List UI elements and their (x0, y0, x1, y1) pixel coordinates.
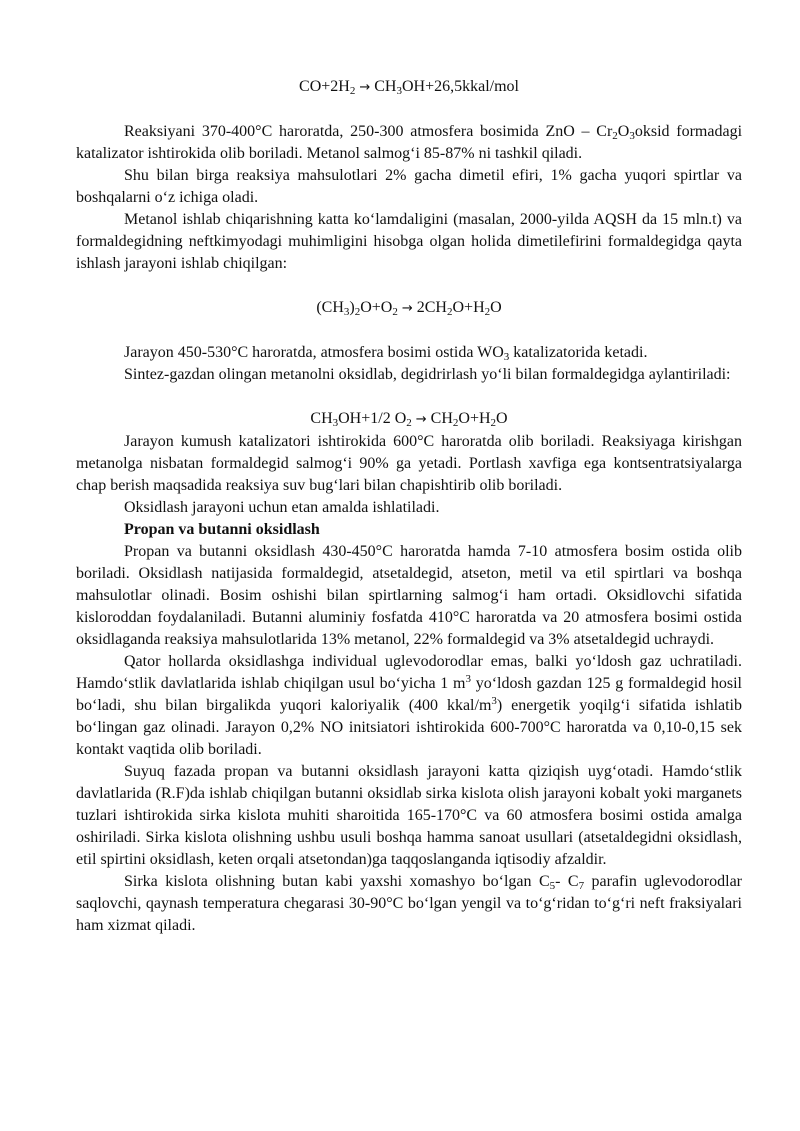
paragraph-associated-gas: Qator hollarda oksidlashga individual uglevodorodlar emas, balki yo‘ldosh gaz uchratiladi. Hamdo‘stlik davlatlarida ishlab chiqilgan usul bo‘yicha 1 $m^3$ yo‘ldosh gazdan 125 g formaldegid hosil bo‘ladi, shu bilan birgalikda yuqori kaloriyalik (400 kkal/$m^3$) energetik yoqilg‘i sifatida ishlatib bo‘lingan gaz olinadi. Jarayon 0,2% NO initsiatori ishtirokida 600-700°C haroratda va 0,10-0,15 sek kontakt vaqtida olib boriladi. (76, 653, 743, 758)
section-heading: Propan va butanni oksidlash (124, 521, 320, 538)
paragraph-byproducts: Shu bilan birga reaksiya mahsulotlari 2% gacha dimetil efiri, 1% gacha yuqori spirtlar va boshqalarni o‘z ichiga oladi. (76, 167, 742, 206)
equation-methanol-synthesis: CO+2H2 → CH3OH+26,5kkal/mol (299, 78, 519, 97)
paragraph-ethane: Oksidlash jarayoni uchun etan amalda ishlatiladi. (124, 499, 440, 516)
paragraph-synthesis-gas: Sintez-gazdan olingan metanolni oksidlab, degidrirlash yo‘li bilan formaldegidga aylantiriladi: (124, 366, 731, 383)
equation-methanol-oxidation: CH3OH+1/2 O2 → CH2O+H2O (310, 410, 508, 429)
paragraph-reaction-conditions: Reaksiyani 370-400°C haroratda, 250-300 atmosfera bosimida ZnO – Cr2O3oksid formadagi katalizator ishtirokida olib boriladi. Metanol salmog‘i 85-87% ni tashkil qiladi. (76, 123, 743, 162)
paragraph-paraffin-fractions: Sirka kislota olishning butan kabi yaxshi xomashyo bo‘lgan C5- C7 parafin uglevodorodlar saqlovchi, qaynash temperatura chegarasi 30-90°C bo‘lgan yengil va to‘g‘ridan to‘g‘ri neft fraksiyalari ham xizmat qiladi. (76, 873, 743, 934)
equation-dme-oxidation: (CH3)2O+O2 → 2CH2O+H2O (316, 299, 502, 318)
paragraph-dimethyl-ether: Metanol ishlab chiqarishning katta ko‘lamdaligini (masalan, 2000-yilda AQSH da 15 mln.t) va formaldegidning neftkimyodagi muhimligini hisobga olgan holida dimetilefirini formaldegidga qayta ishlash jarayoni ishlab chiqilgan: (76, 211, 742, 272)
document-page (76, 70, 742, 937)
paragraph-liquid-phase: Suyuq fazada propan va butanni oksidlash jarayoni katta qiziqish uyg‘otadi. Hamdo‘stlik davlatlarida (R.F)da ishlab chiqilgan butanni oksidlab sirka kislota olish jarayoni kobalt yoki marganets tuzlari ishtirokida sirka kislota muhiti sharoitida 165-170°C va 60 atmosfera bosimi ostida amalga oshiriladi. Sirka kislota olishning ushbu usuli boshqa hamma sanoat usullari (atsetaldegidni oksidlash, etil spirtini oksidlash, keten orqali atsetondan)ga taqqoslanganda iqtisodiy afzaldir. (76, 763, 742, 868)
paragraph-wo3-catalyst: Jarayon 450-530°C haroratda, atmosfera bosimi ostida WO3 katalizatorida ketadi. (124, 344, 648, 363)
paragraph-silver-catalyst: Jarayon kumush katalizatori ishtirokida 600°C haroratda olib boriladi. Reaksiyaga kirishgan metanolga nisbatan formaldegid salmog‘i 90% ga yetadi. Portlash xavfiga ega kontsentratsiyalarga chap berish maqsadida reaksiya suv bug‘lari bilan chapishtirib olib boriladi. (76, 433, 742, 494)
paragraph-propane-butane: Propan va butanni oksidlash 430-450°C haroratda hamda 7-10 atmosfera bosim ostida olib boriladi. Oksidlash natijasida formaldegid, atsetaldegid, atseton, metil va etil spirtlari va boshqa mahsulotlar olinadi. Bosim oshishi bilan spirtlarning salmog‘i ham ortadi. Oksidlovchi sifatida kisloroddan foydalaniladi. Butanni aluminiy fosfatda 410°C haroratda va 20 atmosfera bosimi ostida oksidlaganda reaksiya mahsulotlarida 13% metanol, 22% formaldegid va 3% atsetaldegid uchraydi. (76, 543, 742, 648)
